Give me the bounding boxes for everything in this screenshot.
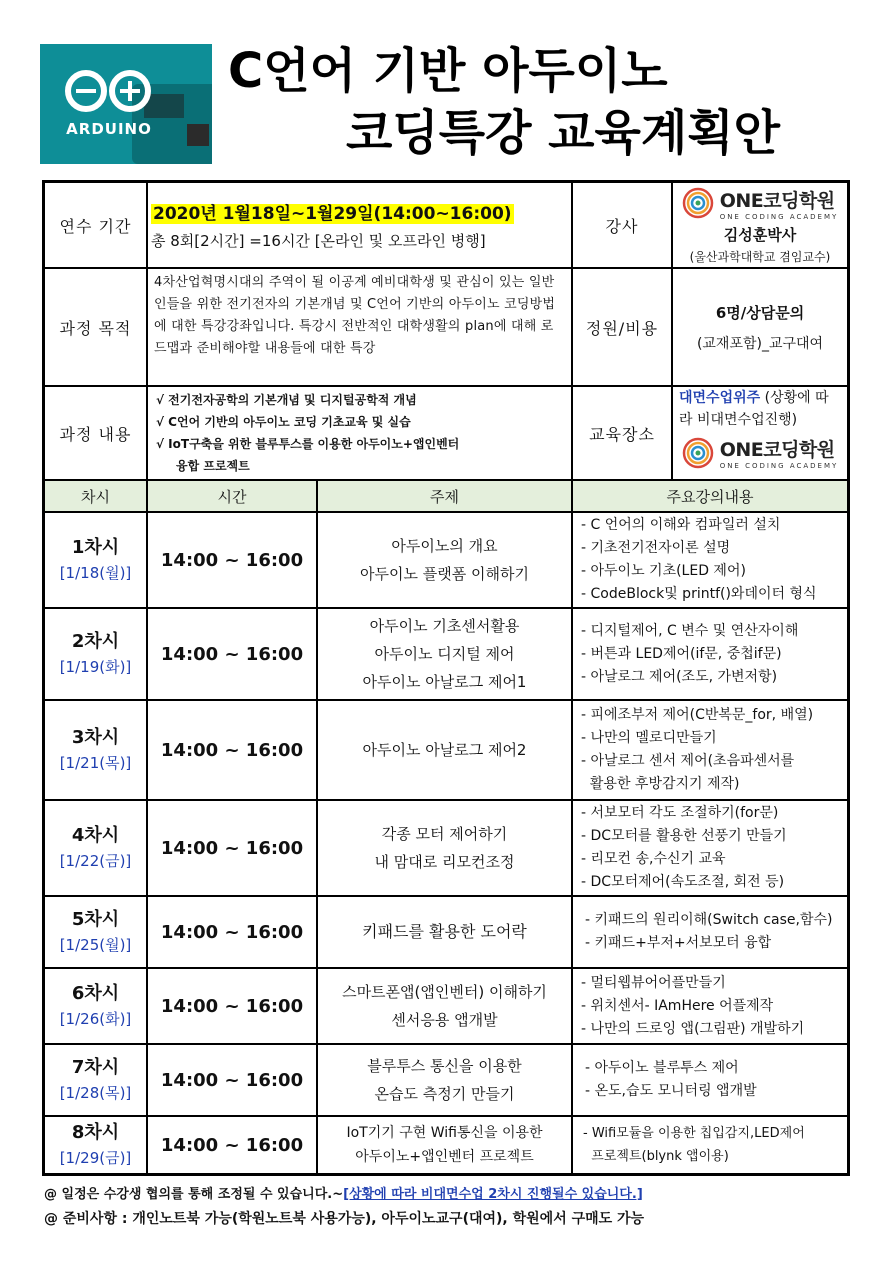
detail-item: - 버튼과 LED제어(if문, 중첩if문) [581, 645, 782, 662]
session-number: 1차시 [71, 537, 120, 558]
table-row-session [44, 700, 147, 800]
session-details [572, 608, 848, 700]
topic-line: 스마트폰앱(앱인벤터) 이해하기 [342, 983, 547, 1001]
session-number: 6차시 [71, 983, 120, 1004]
session-number: 2차시 [71, 631, 120, 652]
capacity-value: 6명/상담문의 [715, 303, 805, 322]
detail-item: - 위치센서- IAmHere 어플제작 [581, 997, 774, 1014]
purpose-label: 과정 목적 [44, 268, 147, 386]
content-cell [147, 386, 572, 480]
topic-line: 각종 모터 제어하기 [381, 825, 508, 843]
topic-line: 온습도 측정기 만들기 [374, 1085, 515, 1103]
session-time: 14:00 ~ 16:00 [147, 1044, 317, 1116]
table-row-session [44, 896, 147, 968]
session-topic [317, 1116, 572, 1174]
session-number: 7차시 [71, 1057, 120, 1078]
academy-logo [682, 186, 839, 221]
topic-line: 아두이노 플랫폼 이해하기 [360, 565, 529, 583]
capacity-label: 정원/비용 [572, 268, 672, 386]
title-line-2: 코딩특강 교육계획안 [346, 105, 781, 161]
detail-item: - CodeBlock및 printf()와데이터 형식 [581, 586, 817, 602]
period-dates: 2020년 1월18일~1월29일(14:00~16:00) [153, 204, 512, 224]
topic-line: 키패드를 활용한 도어락 [362, 922, 527, 941]
instructor-title: (울산과학대학교 겸임교수) [689, 249, 831, 264]
detail-item: - 나만의 드로잉 앱(그림판) 개발하기 [581, 1020, 805, 1037]
session-number: 5차시 [71, 909, 120, 930]
arduino-logo [40, 44, 212, 164]
footer-note-1-link: [상황에 따라 비대면수업 2차시 진행될수 있습니다.] [343, 1187, 643, 1202]
academy-name: ONE코딩학원 [719, 189, 835, 212]
topic-line: 아두이노 아날로그 제어1 [362, 673, 527, 691]
session-details [572, 896, 848, 968]
session-details [572, 1116, 848, 1174]
detail-item: - 키패드의 원리이해(Switch case,함수) [585, 912, 833, 928]
footer-note-1-text: @ 일정은 수강생 협의를 통해 조정될 수 있습니다.~ [44, 1187, 344, 1202]
content-item: 융합 프로젝트 [176, 459, 250, 473]
detail-item: - 피에조부저 제어(C반복문_for, 배열) [581, 707, 814, 723]
detail-item: - DC모터제어(속도조절, 회전 등) [581, 874, 785, 890]
venue-text-block [679, 387, 841, 431]
table-row-session [44, 968, 147, 1044]
session-topic [317, 1044, 572, 1116]
content-item: √ IoT구축을 위한 블루투스를 이용한 아두이노+앱인벤터 [156, 437, 460, 451]
detail-item: - DC모터를 활용한 선풍기 만들기 [581, 828, 787, 844]
session-details [572, 700, 848, 800]
session-number: 4차시 [71, 825, 120, 846]
detail-item: - 아두이노 기초(LED 제어) [581, 563, 746, 579]
header-topic: 주제 [317, 480, 572, 512]
instructor-name: 김성훈박사 [723, 225, 797, 244]
session-details [572, 968, 848, 1044]
instructor-label: 강사 [572, 182, 672, 268]
table-row-session [44, 512, 147, 608]
capacity-cell [672, 268, 848, 386]
academy-sub: ONE CODING ACADEMY [719, 212, 839, 221]
capacity-note: (교재포함)_교구대여 [696, 335, 824, 352]
academy-fingerprint-icon [682, 437, 714, 469]
session-topic [317, 968, 572, 1044]
period-total: 총 8회[2시간] =16시간 [온라인 및 오프라인 병행] [151, 232, 486, 250]
content-item: √ 전기전자공학의 기본개념 및 디지털공학적 개념 [156, 393, 417, 407]
session-time: 14:00 ~ 16:00 [147, 896, 317, 968]
session-number: 3차시 [71, 727, 120, 748]
detail-item: - 나만의 멜로디만들기 [581, 730, 717, 746]
session-date: [1/29(금)] [59, 1149, 132, 1167]
detail-item: - C 언어의 이해와 컴파일러 설치 [581, 517, 781, 533]
session-date: [1/18(월)] [59, 564, 132, 582]
venue-text: (상황에 따라 비대면수업진행) [679, 390, 829, 428]
session-time: 14:00 ~ 16:00 [147, 800, 317, 896]
session-topic [317, 896, 572, 968]
session-topic [317, 700, 572, 800]
period-label: 연수 기간 [44, 182, 147, 268]
academy-sub: ONE CODING ACADEMY [719, 462, 839, 470]
header-session: 차시 [44, 480, 147, 512]
session-details [572, 800, 848, 896]
venue-label: 교육장소 [572, 386, 672, 480]
venue-highlight: 대면수업위주 [679, 390, 761, 406]
detail-item: - 리모컨 송,수신기 교육 [581, 851, 726, 867]
topic-line: IoT기기 구현 Wifi통신을 이용한 [346, 1125, 543, 1141]
detail-item: 활용한 후방감지기 제작) [581, 776, 740, 792]
table-row-session [44, 800, 147, 896]
topic-line: 블루투스 통신을 이용한 [367, 1057, 522, 1075]
page-title [220, 40, 870, 164]
instructor-cell [672, 182, 848, 268]
academy-fingerprint-icon [682, 187, 714, 219]
detail-item: - 아날로그 센서 제어(초음파센서를 [581, 753, 795, 769]
session-time: 14:00 ~ 16:00 [147, 608, 317, 700]
academy-name: ONE코딩학원 [719, 439, 835, 461]
session-time: 14:00 ~ 16:00 [147, 968, 317, 1044]
topic-line: 센서응용 앱개발 [391, 1011, 498, 1029]
content-label: 과정 내용 [44, 386, 147, 480]
footer-note-1 [44, 1183, 864, 1202]
topic-line: 아두이노 디지털 제어 [374, 645, 515, 663]
topic-line: 아두이노 아날로그 제어2 [362, 741, 527, 759]
footer-note-2: @ 준비사항 : 개인노트북 가능(학원노트북 사용가능), 아두이노교구(대여), 학원에서 구매도 가능 [44, 1211, 645, 1227]
topic-line: 아두이노의 개요 [391, 537, 498, 555]
logo-brand-text: ARDUINO [66, 120, 152, 138]
detail-item: 프로젝트(blynk 앱이용) [583, 1149, 729, 1164]
detail-item: - 아날로그 제어(조도, 가변저항) [581, 668, 778, 685]
table-row-session [44, 1044, 147, 1116]
session-date: [1/22(금)] [59, 852, 132, 870]
plan-table [42, 180, 850, 1176]
detail-item: - Wifi모듈을 이용한 칩입감지,LED제어 [583, 1126, 805, 1141]
header-details: 주요강의내용 [572, 480, 848, 512]
topic-line: 내 맘대로 리모컨조정 [374, 853, 515, 871]
venue-cell [672, 386, 848, 480]
period-cell [147, 182, 572, 268]
session-date: [1/19(화)] [59, 658, 132, 676]
session-date: [1/28(목)] [59, 1084, 132, 1102]
arduino-infinity-icon [58, 66, 158, 116]
session-topic [317, 512, 572, 608]
session-details [572, 512, 848, 608]
academy-logo-2 [682, 435, 839, 470]
session-date: [1/25(월)] [59, 936, 132, 954]
session-time: 14:00 ~ 16:00 [147, 512, 317, 608]
topic-line: 아두이노+앱인벤터 프로젝트 [355, 1149, 534, 1165]
session-date: [1/26(화)] [59, 1010, 132, 1028]
session-date: [1/21(목)] [59, 754, 132, 772]
session-time: 14:00 ~ 16:00 [147, 700, 317, 800]
session-time: 14:00 ~ 16:00 [147, 1116, 317, 1174]
detail-item: - 멀티웹뷰어어플만들기 [581, 974, 726, 991]
table-row-session [44, 608, 147, 700]
detail-item: - 키패드+부저+서보모터 융합 [585, 935, 772, 951]
header-time: 시간 [147, 480, 317, 512]
title-line-1: C언어 기반 아두이노 [228, 43, 668, 99]
session-topic [317, 800, 572, 896]
content-item: √ C언어 기반의 아두이노 코딩 기초교육 및 실습 [156, 415, 411, 429]
detail-item: - 디지털제어, C 변수 및 연산자이해 [581, 622, 799, 639]
session-number: 8차시 [71, 1122, 120, 1143]
detail-item: - 서보모터 각도 조절하기(for문) [581, 805, 779, 821]
purpose-text: 4차산업혁명시대의 주역이 될 이공계 예비대학생 및 관심이 있는 일반인들을 위한 전기전자의 기본개념 및 C언어 기반의 아두이노 코딩방법에 대한 특강강좌입니다. 특강시 전반적인 대학생활의 plan에 대해 로드맵과 준비해야할 내용들에 대한 특강 [147, 268, 572, 386]
detail-item: - 아두이노 블루투스 제어 [585, 1060, 739, 1076]
session-details [572, 1044, 848, 1116]
table-row-session [44, 1116, 147, 1174]
session-topic [317, 608, 572, 700]
detail-item: - 온도,습도 모니터링 앱개발 [585, 1083, 757, 1099]
detail-item: - 기초전기전자이론 설명 [581, 540, 731, 556]
topic-line: 아두이노 기초센서활용 [369, 617, 520, 635]
